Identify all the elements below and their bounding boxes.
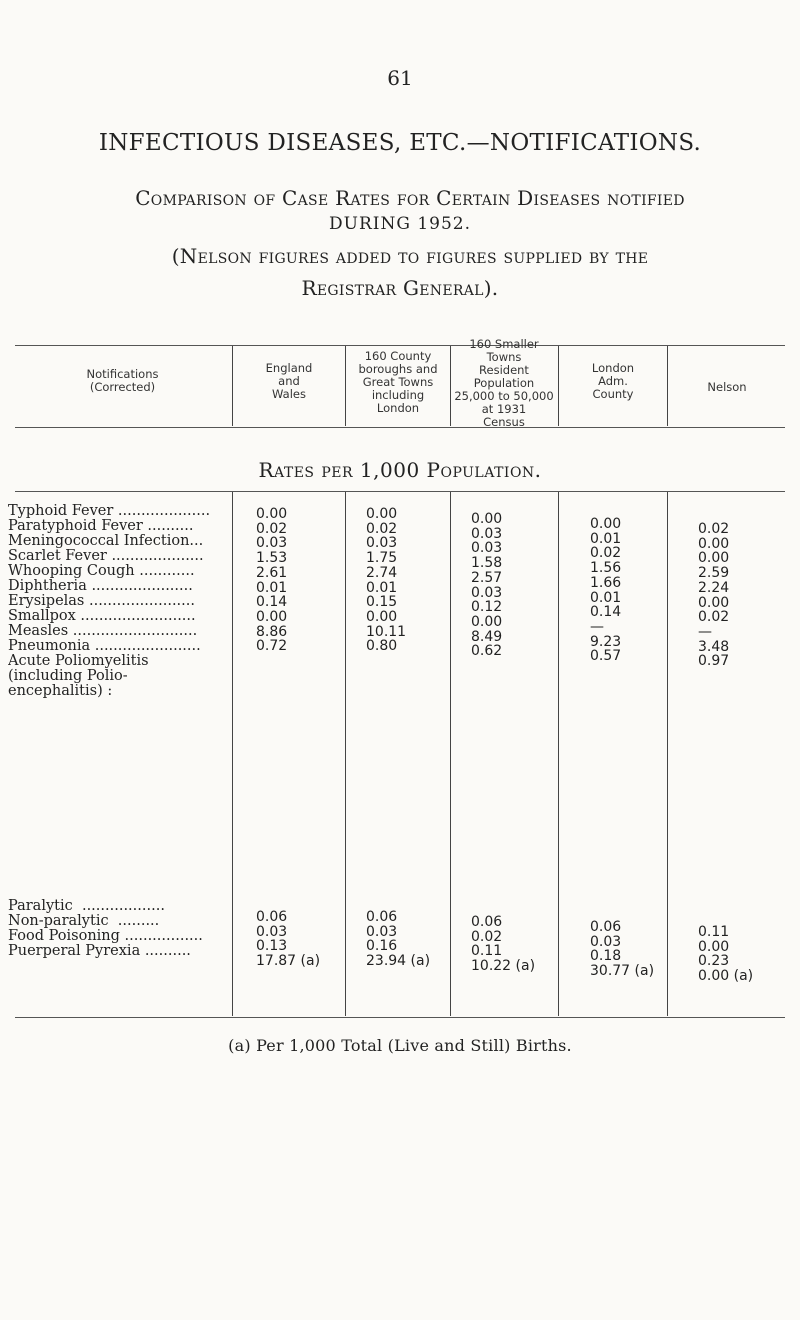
london-values: 0.00 0.01 0.02 1.56 1.66 0.01 0.14 — 9.23 0.57 [590,516,622,665]
header-county-boroughs: 160 County boroughs and Great Towns including London [358,349,438,415]
header-top-rule [15,345,785,346]
header-divider [345,346,346,426]
header-smaller-towns: 160 Smaller Towns Resident Population 25,000 to 50,000 at 1931 Census [454,337,554,429]
disease-labels-main: Typhoid Fever .................... Paratyphoid Fever .......... Meningococcal Infection... Scarlet Fever .................... Whooping Cough ............ Diphtheria ...................... Erysipelas ....................... Smallpox ......................... Measles ........................... Pneumonia ....................... Acute Poliomyelitis (including Polio- encephalitis) : [8,504,211,699]
table-divider [345,492,346,1016]
note-line-1: (Nelson figures added to figures supplied by the [171,244,649,268]
header-bottom-rule [15,427,785,428]
header-divider [667,346,668,426]
london-values-lower: 0.06 0.03 0.18 30.77 (a) [590,919,655,980]
table-divider [450,492,451,1016]
page-title: INFECTIOUS DISEASES, ETC.—NOTIFICATIONS. [98,130,702,156]
county-boroughs-values-lower: 0.06 0.03 0.16 23.94 (a) [366,909,431,970]
table-bottom-rule [15,1017,785,1018]
note-line-2: Registrar General). [301,276,499,300]
county-boroughs-values: 0.00 0.02 0.03 1.75 2.74 0.01 0.15 0.00 10.11 0.80 [366,506,407,655]
page-number: 61 [387,66,413,90]
header-notifications: Notifications (Corrected) [86,367,159,394]
england-wales-values-lower: 0.06 0.03 0.13 17.87 (a) [256,909,321,970]
smaller-towns-values-lower: 0.06 0.02 0.11 10.22 (a) [471,914,536,975]
rates-title: Rates per 1,000 Population. [258,458,542,482]
subtitle-line-1: Comparison of Case Rates for Certain Diseases notified [135,186,685,210]
nelson-values: 0.02 0.00 0.00 2.59 2.24 0.00 0.02 — 3.48 0.97 [698,521,730,670]
england-wales-values: 0.00 0.02 0.03 1.53 2.61 0.01 0.14 0.00 8.86 0.72 [256,506,288,655]
header-divider [558,346,559,426]
subtitle-line-2: DURING 1952. [329,214,471,234]
table-divider [558,492,559,1016]
header-nelson: Nelson [707,380,747,394]
table-top-rule [15,491,785,492]
smaller-towns-values: 0.00 0.03 0.03 1.58 2.57 0.03 0.12 0.00 8.49 0.62 [471,511,503,660]
header-divider [232,346,233,426]
header-london: London Adm. County [591,361,635,401]
nelson-values-lower: 0.11 0.00 0.23 0.00 (a) [698,924,754,985]
header-england-wales: England and Wales [265,361,313,401]
footnote: (a) Per 1,000 Total (Live and Still) Births. [228,1036,572,1055]
disease-labels-lower: Paralytic .................. Non-paralytic ......... Food Poisoning ................. Puerperal Pyrexia .......... [8,899,203,959]
table-divider [667,492,668,1016]
